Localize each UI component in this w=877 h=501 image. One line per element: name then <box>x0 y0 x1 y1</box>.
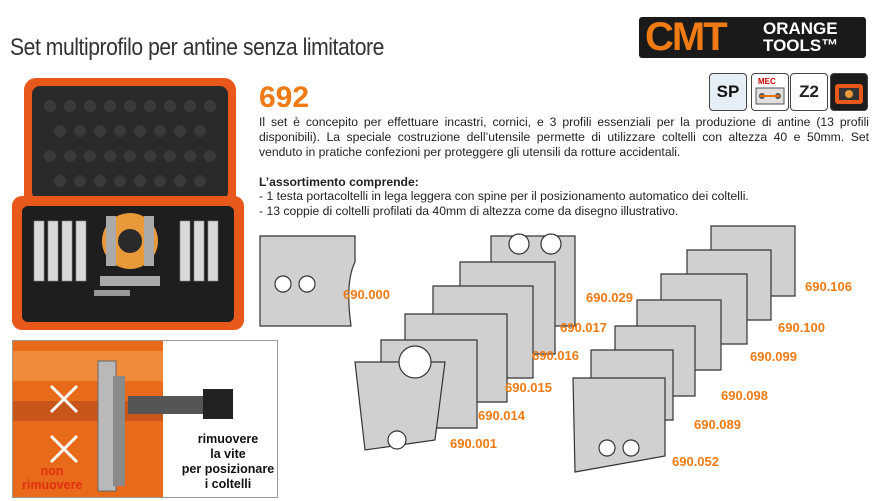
do-not-remove-label <box>22 464 82 492</box>
profile-label-690098: 690.098 <box>721 388 768 403</box>
z2-badge-icon: Z2 <box>790 73 828 111</box>
profile-label-690015: 690.015 <box>505 380 552 395</box>
profile-label-690000: 690.000 <box>343 287 390 302</box>
logo-line-1: ORANGE <box>763 19 838 38</box>
profile-label-690089: 690.089 <box>694 417 741 432</box>
remove-line-4: i coltelli <box>204 477 252 491</box>
sp-badge-icon: SP <box>709 73 747 111</box>
product-case-photo <box>10 76 246 333</box>
logo-brand: CMT <box>645 15 726 59</box>
remove-line-2: la vite <box>210 447 246 461</box>
remove-line-1: rimuovere <box>197 432 259 446</box>
assortment-title: L’assortimento comprende: <box>259 175 419 189</box>
do-not-remove-line-2: rimuovere <box>22 478 83 492</box>
assortment-item: - 1 testa portacoltelli in lega leggera con spine per il posizionamento automatico dei coltelli. <box>259 189 749 203</box>
assortment-item: - 13 coppie di coltelli profilati da 40mm di altezza come da disegno illustrativo. <box>259 204 679 218</box>
profile-label-690052: 690.052 <box>672 454 719 469</box>
profile-label-690100: 690.100 <box>778 320 825 335</box>
profile-label-690099: 690.099 <box>750 349 797 364</box>
case-icon <box>830 73 868 111</box>
mec-feed-icon <box>751 73 789 111</box>
profile-label-690016: 690.016 <box>532 348 579 363</box>
profile-label-690014: 690.014 <box>478 408 525 423</box>
profile-label-690017: 690.017 <box>560 320 607 335</box>
profile-label-690106: 690.106 <box>805 279 852 294</box>
assortment-list <box>259 189 749 219</box>
do-not-remove-line-1: non <box>40 464 64 478</box>
product-description: Il set è concepito per effettuare incastri, cornici, e 3 profili essenziali per la produzione di antine (13 profili disponibili). La speciale costruzione dell’utensile permette di utilizzare coltelli con altezza 40 e 50mm. Set venduto in pratiche confezioni per proteggere gli utensili da rotture accidentali. <box>259 115 869 159</box>
page-title: Set multiprofilo per antine senza limitatore <box>10 34 384 61</box>
remove-line-3: per posizionare <box>181 462 275 476</box>
cmt-logo <box>639 17 866 58</box>
product-code: 692 <box>259 81 310 114</box>
mec-badge-text: MEC <box>758 77 776 86</box>
profile-label-690001: 690.001 <box>450 436 497 451</box>
logo-line-2: TOOLS™ <box>763 36 839 55</box>
profile-label-690029: 690.029 <box>586 290 633 305</box>
